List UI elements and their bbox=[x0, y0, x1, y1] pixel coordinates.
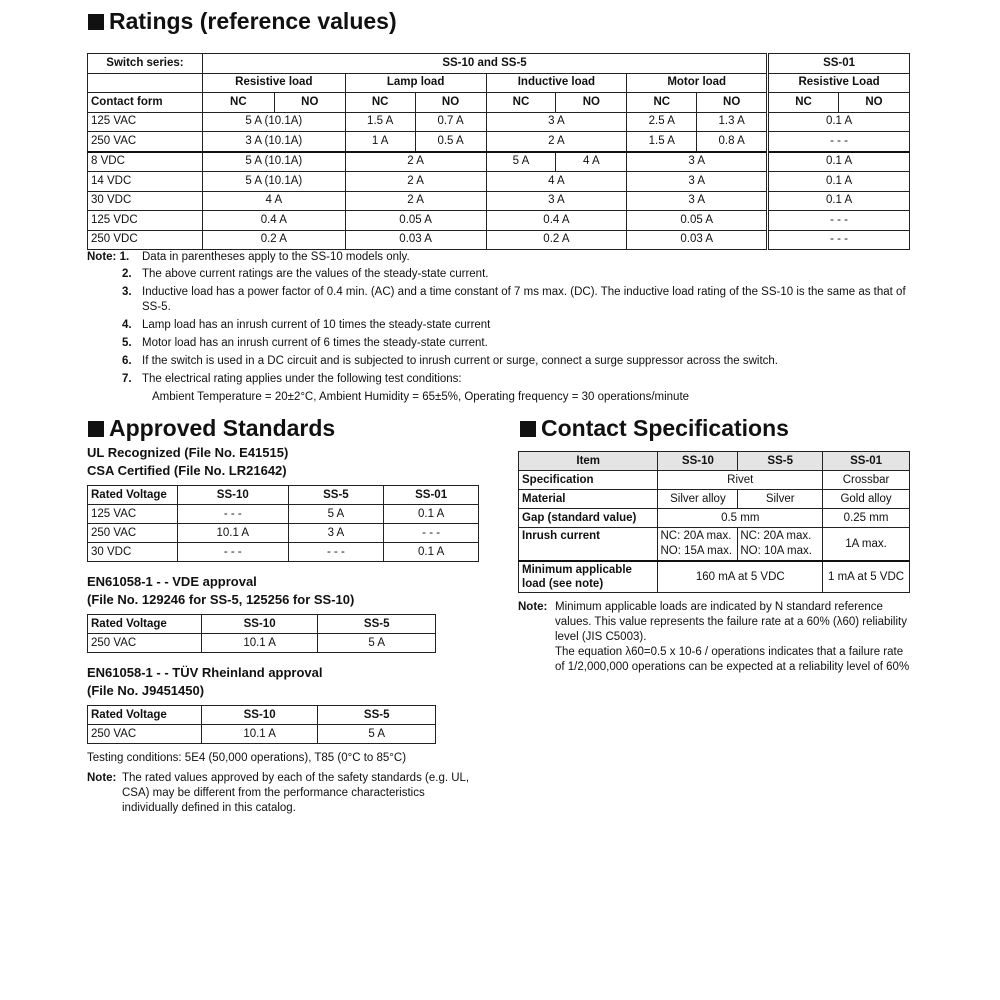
vde-file: (File No. 129246 for SS-5, 125256 for SS-10) bbox=[87, 592, 355, 607]
note-number: 7. bbox=[122, 373, 132, 385]
rating-cell: 5 A bbox=[318, 634, 436, 653]
contact-note bbox=[518, 600, 913, 675]
rating-cell: 10.1 A bbox=[201, 634, 318, 653]
inrush-ss01: 1A max. bbox=[823, 528, 910, 562]
approved-note bbox=[87, 771, 482, 816]
heading-square-icon bbox=[88, 421, 104, 437]
contact-form-label: Contact form bbox=[88, 93, 203, 113]
note-text: Lamp load has an inrush current of 10 times the steady-state current bbox=[142, 319, 491, 331]
note-item bbox=[87, 354, 917, 369]
rating-cell: 0.1 A bbox=[384, 505, 479, 524]
rating-cell: 3 A bbox=[627, 191, 768, 211]
note-text: Inductive load has a power factor of 0.4 min. (AC) and a time constant of 7 ms max. (DC). The inductive load rating of the SS-10 is the same as that of SS-5. bbox=[142, 286, 906, 313]
voltage-label: 250 VAC bbox=[88, 725, 202, 744]
nc-header: NC bbox=[345, 93, 415, 113]
voltage-label: 30 VDC bbox=[88, 543, 178, 562]
no-header: NO bbox=[697, 93, 768, 113]
rating-cell: 0.1 A bbox=[768, 112, 910, 132]
no-header: NO bbox=[274, 93, 345, 113]
inrush-label: Inrush current bbox=[519, 528, 658, 562]
rating-cell: 5 A (10.1A) bbox=[202, 112, 345, 132]
ratings-row bbox=[88, 132, 910, 152]
rating-cell: - - - bbox=[768, 132, 910, 152]
ratings-row bbox=[88, 191, 910, 211]
rating-cell: 3 A bbox=[486, 112, 627, 132]
voltage-label: 125 VAC bbox=[88, 112, 203, 132]
column-header: SS-5 bbox=[318, 706, 436, 725]
table-row bbox=[88, 524, 479, 543]
rating-cell: - - - bbox=[288, 543, 384, 562]
rating-cell: 0.03 A bbox=[345, 230, 486, 250]
ratings-heading: Ratings (reference values) bbox=[88, 8, 397, 34]
ratings-row bbox=[88, 112, 910, 132]
rating-cell: 10.1 A bbox=[177, 524, 288, 543]
nc-header: NC bbox=[486, 93, 556, 113]
column-header: SS-10 bbox=[201, 706, 318, 725]
no-header: NO bbox=[556, 93, 627, 113]
column-header: SS-10 bbox=[201, 615, 318, 634]
note-7-extra: Ambient Temperature = 20±2°C, Ambient Humidity = 65±5%, Operating frequency = 30 operations/minute bbox=[152, 391, 690, 403]
column-header: Rated Voltage bbox=[88, 706, 202, 725]
minload-value: 160 mA at 5 VDC bbox=[658, 561, 823, 593]
voltage-label: 250 VAC bbox=[88, 524, 178, 543]
contact-note-line-2: The equation λ60=0.5 x 10-6 / operations indicates that a failure rate of 1/2,000,000 operations can be expected at a reliability level of 60% bbox=[555, 646, 910, 673]
rating-cell: 0.1 A bbox=[768, 152, 910, 172]
rating-cell: 4 A bbox=[486, 172, 627, 192]
note-number: 3. bbox=[122, 286, 132, 298]
nc-header: NC bbox=[202, 93, 274, 113]
blank-cell bbox=[88, 73, 203, 93]
rating-cell: 4 A bbox=[556, 152, 627, 172]
rating-cell: 5 A (10.1A) bbox=[202, 152, 345, 172]
inrush-ss10-nc: NC: 20A max. bbox=[660, 530, 732, 542]
rating-cell: 4 A bbox=[202, 191, 345, 211]
gap-label: Gap (standard value) bbox=[519, 509, 658, 528]
rating-cell: 5 A bbox=[486, 152, 556, 172]
rating-cell: 1.5 A bbox=[627, 132, 697, 152]
material-ss01: Gold alloy bbox=[823, 490, 910, 509]
rating-cell: 3 A bbox=[627, 172, 768, 192]
rating-cell: - - - bbox=[768, 211, 910, 231]
inrush-ss5-nc: NC: 20A max. bbox=[740, 530, 812, 542]
material-ss5: Silver bbox=[738, 490, 823, 509]
rating-cell: 1.3 A bbox=[697, 112, 768, 132]
rating-cell: 2 A bbox=[486, 132, 627, 152]
specification-label: Specification bbox=[519, 471, 658, 490]
no-header: NO bbox=[415, 93, 486, 113]
voltage-label: 8 VDC bbox=[88, 152, 203, 172]
rating-cell: 0.05 A bbox=[627, 211, 768, 231]
note-item bbox=[87, 267, 917, 282]
ratings-row bbox=[88, 230, 910, 250]
note-item bbox=[87, 318, 917, 333]
rating-cell: 0.03 A bbox=[627, 230, 768, 250]
rating-cell: 0.05 A bbox=[345, 211, 486, 231]
ulcsa-table bbox=[87, 485, 479, 562]
rating-cell: 0.2 A bbox=[202, 230, 345, 250]
column-header: SS-5 bbox=[318, 615, 436, 634]
group-main-header: SS-10 and SS-5 bbox=[202, 54, 767, 74]
contact-note-line-1: Minimum applicable loads are indicated by N standard reference values. This value represents the failure rate at a 60% (λ60) reliability level (JIS C5003). bbox=[555, 601, 907, 643]
table-row bbox=[88, 634, 436, 653]
ratings-row bbox=[88, 211, 910, 231]
ratings-row bbox=[88, 152, 910, 172]
inrush-ss5-no: NO: 10A max. bbox=[740, 545, 812, 557]
inrush-ss10 bbox=[658, 528, 738, 562]
column-header: Rated Voltage bbox=[88, 615, 202, 634]
inrush-ss5 bbox=[738, 528, 823, 562]
nc-header: NC bbox=[627, 93, 697, 113]
load-type-header: Inductive load bbox=[486, 73, 627, 93]
note-text: If the switch is used in a DC circuit and is subjected to inrush current or surge, connect a surge suppressor across the switch. bbox=[142, 355, 778, 367]
rating-cell: 3 A bbox=[288, 524, 384, 543]
specification-value: Rivet bbox=[658, 471, 823, 490]
load-type-header: Motor load bbox=[627, 73, 768, 93]
rating-cell: 2 A bbox=[345, 152, 486, 172]
table-row bbox=[88, 725, 436, 744]
rating-cell: 2.5 A bbox=[627, 112, 697, 132]
rating-cell: 10.1 A bbox=[201, 725, 318, 744]
rating-cell: 5 A bbox=[318, 725, 436, 744]
note-item bbox=[87, 285, 917, 315]
note-item bbox=[87, 336, 917, 351]
rating-cell: 3 A bbox=[486, 191, 627, 211]
note-text: Motor load has an inrush current of 6 times the steady-state current. bbox=[142, 337, 488, 349]
ss5-header: SS-5 bbox=[738, 452, 823, 471]
voltage-label: 125 VDC bbox=[88, 211, 203, 231]
column-header: SS-10 bbox=[177, 486, 288, 505]
rating-cell: 0.4 A bbox=[486, 211, 627, 231]
voltage-label: 250 VAC bbox=[88, 634, 202, 653]
group-ss01-header: SS-01 bbox=[768, 54, 910, 74]
table-row bbox=[88, 505, 479, 524]
contact-heading: Contact Specifications bbox=[520, 415, 789, 441]
note-text: The electrical rating applies under the following test conditions: bbox=[142, 373, 462, 385]
voltage-label: 250 VDC bbox=[88, 230, 203, 250]
note-number: 5. bbox=[122, 337, 132, 349]
load-type-header: Lamp load bbox=[345, 73, 486, 93]
tuv-file: (File No. J9451450) bbox=[87, 683, 205, 698]
rating-cell: 0.2 A bbox=[486, 230, 627, 250]
ul-title: UL Recognized (File No. E41515) bbox=[87, 445, 289, 460]
voltage-label: 125 VAC bbox=[88, 505, 178, 524]
rating-cell: 0.1 A bbox=[384, 543, 479, 562]
ratings-row bbox=[88, 172, 910, 192]
rating-cell: - - - bbox=[384, 524, 479, 543]
no-header: NO bbox=[839, 93, 910, 113]
rating-cell: 5 A bbox=[288, 505, 384, 524]
rating-cell: - - - bbox=[177, 505, 288, 524]
gap-value: 0.5 mm bbox=[658, 509, 823, 528]
column-header: SS-5 bbox=[288, 486, 384, 505]
rating-cell: 0.8 A bbox=[697, 132, 768, 152]
heading-square-icon bbox=[88, 14, 104, 30]
tuv-title: EN61058-1 - - TÜV Rheinland approval bbox=[87, 665, 323, 680]
load-type-header: Resistive Load bbox=[768, 73, 910, 93]
note-label: Note: bbox=[518, 601, 548, 613]
material-ss10: Silver alloy bbox=[658, 490, 738, 509]
note-text: The above current ratings are the values of the steady-state current. bbox=[142, 268, 489, 280]
csa-title: CSA Certified (File No. LR21642) bbox=[87, 463, 287, 478]
item-header: Item bbox=[519, 452, 658, 471]
rating-cell: 0.1 A bbox=[768, 191, 910, 211]
tuv-table bbox=[87, 705, 436, 744]
rating-cell: 1 A bbox=[345, 132, 415, 152]
material-label: Material bbox=[519, 490, 658, 509]
rating-cell: 5 A (10.1A) bbox=[202, 172, 345, 192]
rating-cell: 2 A bbox=[345, 191, 486, 211]
ss10-header: SS-10 bbox=[658, 452, 738, 471]
rating-cell: 3 A bbox=[627, 152, 768, 172]
ss01-header: SS-01 bbox=[823, 452, 910, 471]
note-number: 4. bbox=[122, 319, 132, 331]
voltage-label: 14 VDC bbox=[88, 172, 203, 192]
minload-label: Minimum applicable load (see note) bbox=[519, 561, 658, 593]
testing-conditions: Testing conditions: 5E4 (50,000 operations), T85 (0°C to 85°C) bbox=[87, 752, 407, 764]
rating-cell: 0.4 A bbox=[202, 211, 345, 231]
voltage-label: 250 VAC bbox=[88, 132, 203, 152]
rating-cell: - - - bbox=[177, 543, 288, 562]
ratings-notes bbox=[87, 250, 917, 405]
rating-cell: 0.1 A bbox=[768, 172, 910, 192]
rating-cell: 3 A (10.1A) bbox=[202, 132, 345, 152]
column-header: SS-01 bbox=[384, 486, 479, 505]
rating-cell: 2 A bbox=[345, 172, 486, 192]
load-type-header: Resistive load bbox=[202, 73, 345, 93]
approved-heading: Approved Standards bbox=[88, 415, 335, 441]
vde-title: EN61058-1 - - VDE approval bbox=[87, 574, 257, 589]
gap-ss01: 0.25 mm bbox=[823, 509, 910, 528]
heading-square-icon bbox=[520, 421, 536, 437]
note-number: 2. bbox=[122, 268, 132, 280]
contact-specs-table bbox=[518, 451, 910, 593]
column-header: Rated Voltage bbox=[88, 486, 178, 505]
note-number: 6. bbox=[122, 355, 132, 367]
note-label: Note: bbox=[87, 772, 117, 784]
rating-cell: 1.5 A bbox=[345, 112, 415, 132]
voltage-label: 30 VDC bbox=[88, 191, 203, 211]
switch-series-label: Switch series: bbox=[88, 54, 203, 74]
specification-ss01: Crossbar bbox=[823, 471, 910, 490]
notes-list bbox=[87, 267, 917, 387]
table-row bbox=[88, 543, 479, 562]
rating-cell: 0.7 A bbox=[415, 112, 486, 132]
note-text: The rated values approved by each of the safety standards (e.g. UL, CSA) may be different from the performance characteristics individually defined in this catalog. bbox=[122, 772, 470, 814]
note-text: Data in parentheses apply to the SS-10 models only. bbox=[142, 251, 410, 263]
ratings-table bbox=[87, 53, 910, 250]
rating-cell: - - - bbox=[768, 230, 910, 250]
note-item bbox=[87, 372, 917, 387]
vde-table bbox=[87, 614, 436, 653]
inrush-ss10-no: NO: 15A max. bbox=[660, 545, 733, 557]
rating-cell: 0.5 A bbox=[415, 132, 486, 152]
minload-ss01: 1 mA at 5 VDC bbox=[823, 561, 910, 593]
note-label: Note: 1. bbox=[87, 251, 130, 263]
nc-header: NC bbox=[768, 93, 839, 113]
